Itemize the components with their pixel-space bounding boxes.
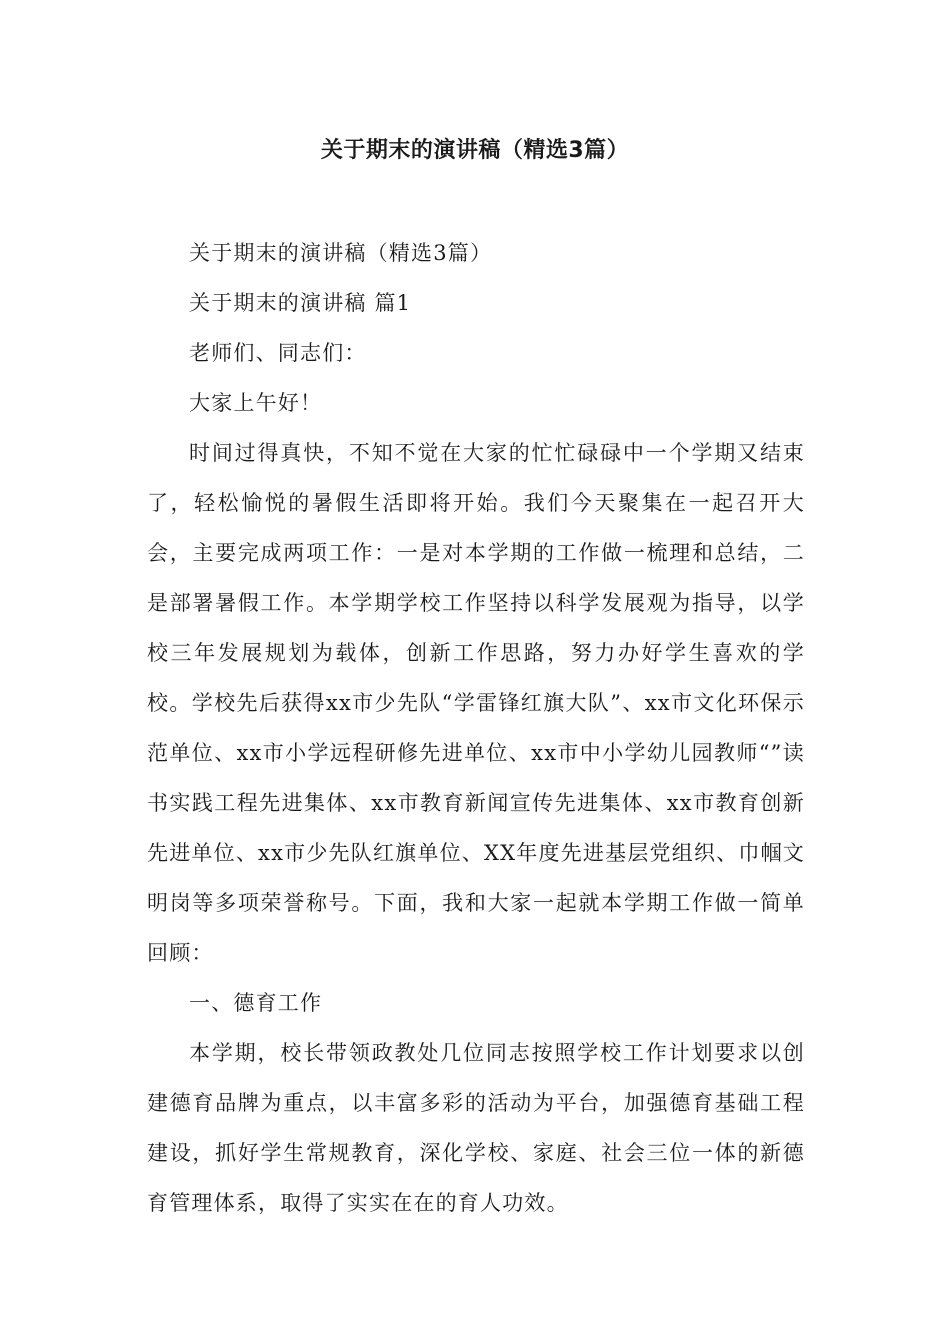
document-title: 关于期末的演讲稿（精选3篇）: [320, 138, 630, 163]
document-body: [147, 228, 805, 1228]
paragraph-section-title: 关于期末的演讲稿 篇1: [189, 291, 412, 315]
paragraph-body: 时间过得真快，不知不觉在大家的忙忙碌碌中一个学期又结束了，轻松愉悦的暑假生活即将开始。我们今天聚集在一起召开大会，主要完成两项工作：一是对本学期的工作做一梳理和总结，二是部署暑假工作。本学期学校工作坚持以科学发展观为指导，以学校三年发展规划为载体，创新工作思路，努力办好学生喜欢的学校。学校先后获得xx市少先队“学雷锋红旗大队”、xx市文化环保示范单位、xx市小学远程研修先进单位、xx市中小学幼儿园教师“”读书实践工程先进集体、xx市教育新闻宣传先进集体、xx市教育创新先进单位、xx市少先队红旗单位、XX年度先进基层党组织、巾帼文明岗等多项荣誉称号。下面，我和大家一起就本学期工作做一简单回顾：: [147, 441, 805, 965]
paragraph-subheading: 一、德育工作: [189, 991, 323, 1015]
paragraph-greeting: 大家上午好！: [189, 391, 323, 415]
paragraph-salutation: 老师们、同志们：: [189, 341, 367, 365]
paragraph-body: 本学期，校长带领政教处几位同志按照学校工作计划要求以创建德育品牌为重点，以丰富多彩的活动为平台，加强德育基础工程建设，抓好学生常规教育，深化学校、家庭、社会三位一体的新德育管理体系，取得了实实在在的育人功效。: [147, 1041, 805, 1215]
paragraph-heading: 关于期末的演讲稿（精选3篇）: [189, 241, 493, 265]
